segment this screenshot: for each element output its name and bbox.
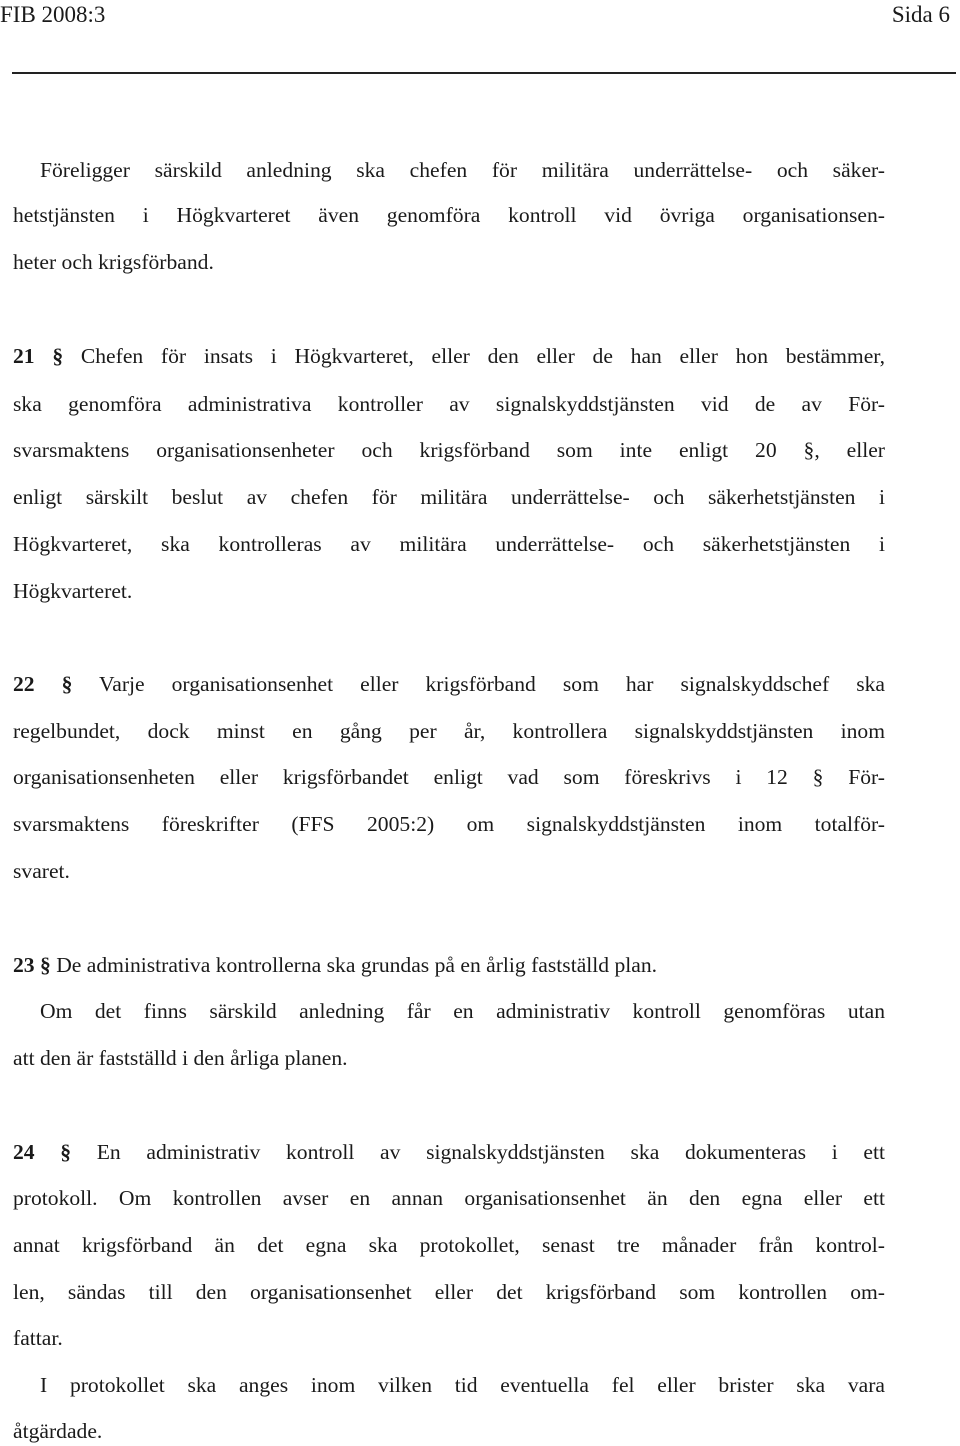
text-line: annat krigsförband än det egna ska protokollet, senast tre månader från kontrol-: [13, 1233, 885, 1257]
text-line: enligt särskilt beslut av chefen för militära underrättelse- och säkerhetstjänsten i: [13, 485, 885, 509]
text-line: svarsmaktens föreskrifter (FFS 2005:2) om signalskyddstjänsten inom totalför-: [13, 812, 885, 836]
document-id: FIB 2008:3: [0, 2, 106, 27]
page-number: Sida 6: [891, 2, 950, 27]
text-line: ska genomföra administrativa kontroller av signalskyddstjänsten vid de av För-: [13, 392, 885, 416]
text-line: Föreligger särskild anledning ska chefen för militära underrättelse- och säker-: [40, 158, 885, 182]
page-header: [0, 0, 960, 40]
text-line: protokoll. Om kontrollen avser en annan organisationsenhet än den egna eller ett: [13, 1186, 885, 1210]
text-line: Högkvarteret.: [13, 579, 133, 603]
section-24-first-line: [13, 1137, 885, 1167]
text-line: len, sändas till den organisationsenhet eller det krigsförband som kontrollen om-: [13, 1280, 885, 1304]
section-23-first-line: [13, 950, 885, 980]
section-21-first-line: [13, 341, 885, 371]
text-line: att den är fastställd i den årliga planen.: [13, 1046, 348, 1070]
section-number: 21 §: [13, 344, 64, 368]
text-line: heter och krigsförband.: [13, 250, 214, 274]
text-line: svaret.: [13, 859, 70, 883]
text-line: svarsmaktens organisationsenheter och krigsförband som inte enligt 20 §, eller: [13, 438, 885, 462]
text-line: En administrativ kontroll av signalskyddstjänsten ska dokumenteras i ett: [96, 1140, 885, 1164]
text-line: fattar.: [13, 1326, 63, 1350]
text-line: åtgärdade.: [13, 1419, 103, 1443]
text-line: Chefen för insats i Högkvarteret, eller den eller de han eller hon bestämmer,: [80, 344, 886, 368]
section-number: 24 §: [13, 1140, 72, 1164]
section-number: 22 §: [13, 672, 73, 696]
text-line: regelbundet, dock minst en gång per år, kontrollera signalskyddstjänsten inom: [13, 719, 885, 743]
text-line: Om det finns särskild anledning får en administrativ kontroll genomföras utan: [40, 999, 885, 1023]
text-line: Varje organisationsenhet eller krigsförband som har signalskyddschef ska: [99, 672, 885, 696]
text-line: hetstjänsten i Högkvarteret även genomföra kontroll vid övriga organisationsen-: [13, 203, 885, 227]
section-22-first-line: [13, 669, 885, 699]
text-line: I protokollet ska anges inom vilken tid eventuella fel eller brister ska vara: [40, 1373, 885, 1397]
header-divider: [12, 72, 956, 74]
section-number: 23 §: [13, 953, 51, 977]
text-line: Högkvarteret, ska kontrolleras av militära underrättelse- och säkerhetstjänsten i: [13, 532, 885, 556]
text-line: De administrativa kontrollerna ska grundas på en årlig fastställd plan.: [56, 953, 658, 977]
text-line: organisationsenheten eller krigsförbandet enligt vad som föreskrivs i 12 § För-: [13, 765, 885, 789]
